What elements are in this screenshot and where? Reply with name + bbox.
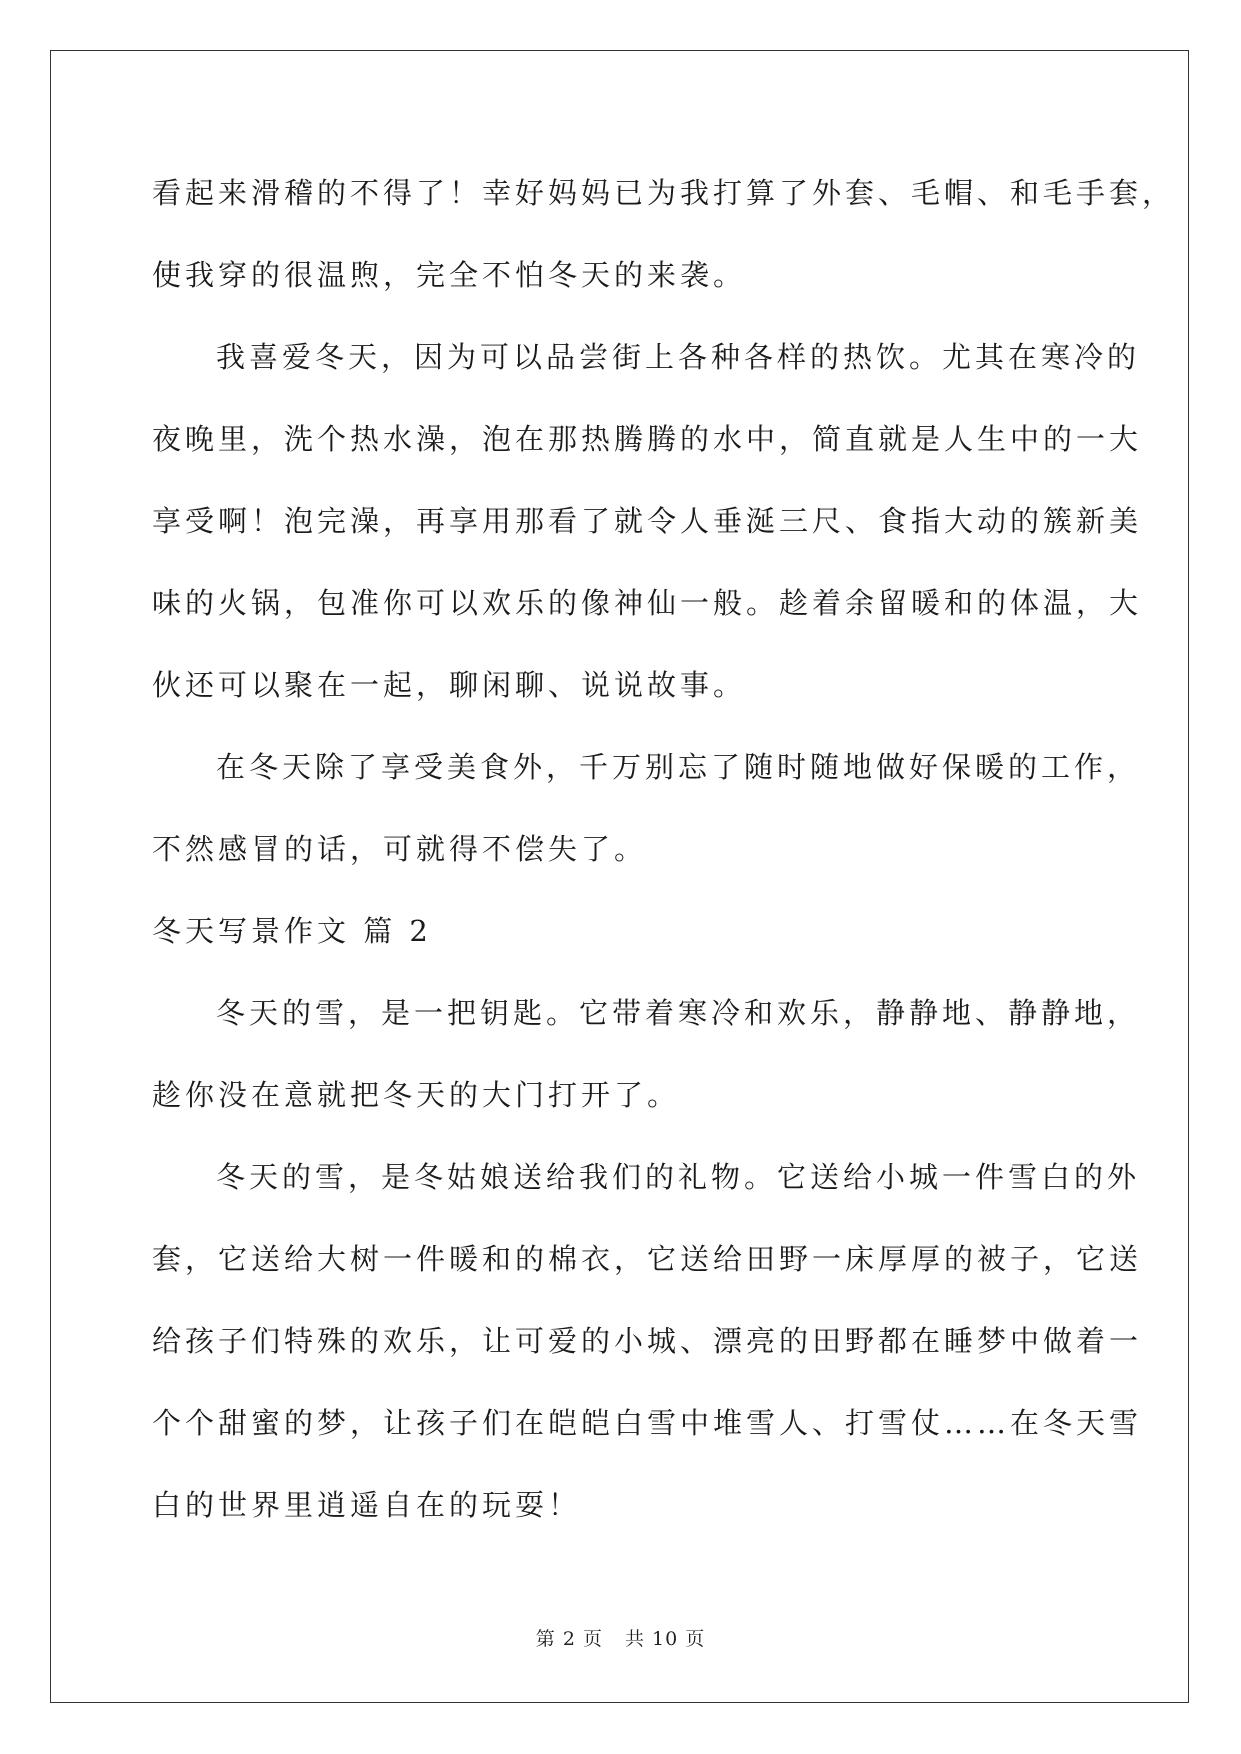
current-page-number: 第 2 页 — [535, 1628, 603, 1650]
text-line: 给孩子们特殊的欢乐，让可爱的小城、漂亮的田野都在睡梦中做着一 — [152, 1324, 1143, 1358]
text-line: 不然感冒的话，可就得不偿失了。 — [152, 832, 648, 866]
paragraph-start-line: 我喜爱冬天，因为可以品尝街上各种各样的热饮。尤其在寒冷的 — [216, 340, 1141, 374]
text-line: 夜晚里，洗个热水澡，泡在那热腾腾的水中，简直就是人生中的一大 — [152, 422, 1143, 456]
text-line: 看起来滑稽的不得了！幸好妈妈已为我打算了外套、毛帽、和毛手套， — [152, 176, 1176, 210]
text-line: 个个甜蜜的梦，让孩子们在皑皑白雪中堆雪人、打雪仗……在冬天雪 — [152, 1406, 1143, 1440]
paragraph-start-line: 冬天的雪，是冬姑娘送给我们的礼物。它送给小城一件雪白的外 — [216, 1160, 1141, 1194]
text-line: 使我穿的很温煦，完全不怕冬天的来袭。 — [152, 258, 747, 292]
text-line: 白的世界里逍遥自在的玩耍！ — [152, 1488, 582, 1522]
section-heading: 冬天写景作文 篇 2 — [152, 914, 432, 948]
text-line: 味的火锅，包准你可以欢乐的像神仙一般。趁着余留暖和的体温，大 — [152, 586, 1143, 620]
text-line: 伙还可以聚在一起，聊闲聊、说说故事。 — [152, 668, 747, 702]
text-line: 趁你没在意就把冬天的大门打开了。 — [152, 1078, 681, 1112]
document-body — [152, 152, 1176, 1546]
paragraph-start-line: 冬天的雪，是一把钥匙。它带着寒冷和欢乐，静静地、静静地， — [216, 996, 1141, 1030]
text-line: 套，它送给大树一件暖和的棉衣，它送给田野一床厚厚的被子，它送 — [152, 1242, 1143, 1276]
paragraph-start-line: 在冬天除了享受美食外，千万别忘了随时随地做好保暖的工作， — [216, 750, 1141, 784]
total-page-count: 共 10 页 — [624, 1628, 706, 1650]
text-line: 享受啊！泡完澡，再享用那看了就令人垂涎三尺、食指大动的簇新美 — [152, 504, 1143, 538]
page-footer — [0, 1624, 1241, 1651]
